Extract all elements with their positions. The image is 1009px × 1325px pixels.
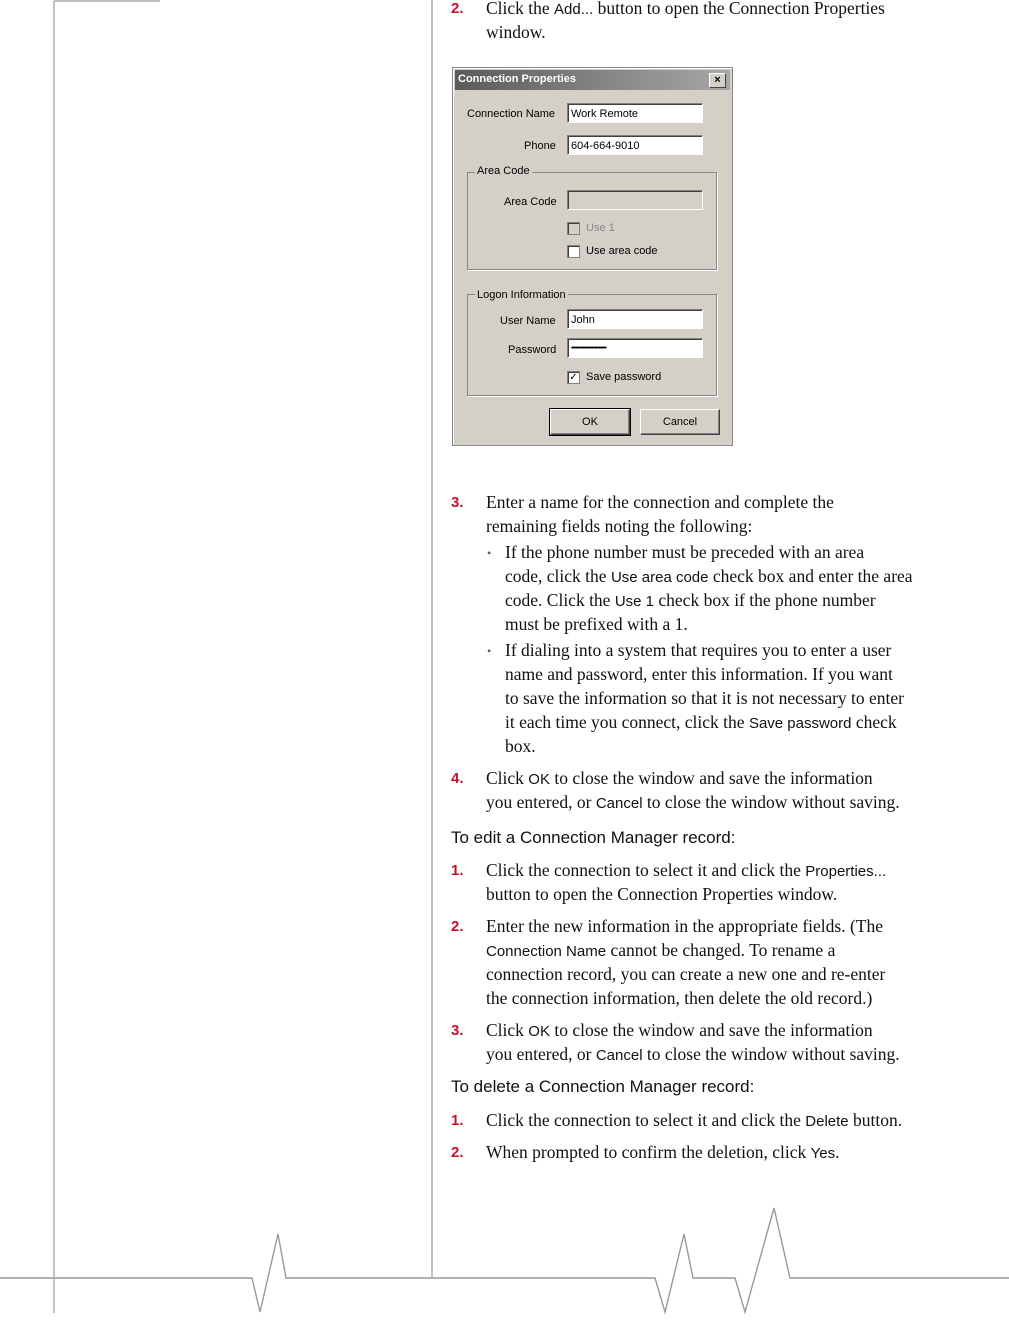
ui-term: Use area code [610, 569, 709, 586]
step-text: window. [486, 22, 546, 42]
step-text: Connection Name cannot be changed. To rename a [486, 940, 836, 960]
ui-term: Delete [805, 1113, 849, 1130]
bullet-text: it each time you connect, click the Save password check [505, 712, 897, 732]
step-number: 4. [451, 770, 464, 787]
ui-term: Use 1 [614, 593, 655, 610]
step-text: Enter a name for the connection and complete the [486, 492, 834, 512]
connection-name-label: Connection Name [467, 108, 556, 120]
step-number: 1. [451, 862, 464, 879]
use-area-code-checkbox[interactable] [567, 245, 580, 258]
user-name-label: User Name [500, 315, 556, 327]
bullet-text: box. [505, 736, 536, 756]
step-text: Click the Add... button to open the Connection Properties [486, 0, 885, 18]
phone-label: Phone [524, 140, 556, 152]
step-number: 1. [451, 1112, 464, 1129]
bullet: • [487, 644, 492, 658]
section-heading-edit: To edit a Connection Manager record: [451, 828, 736, 847]
use1-checkbox[interactable] [567, 222, 580, 235]
ui-term: Save password [748, 715, 852, 732]
step-number: 3. [451, 1022, 464, 1039]
step-text: Click the connection to select it and click the Delete button. [486, 1110, 903, 1130]
step-text: you entered, or Cancel to close the window without saving. [486, 1044, 900, 1064]
password-input[interactable]: •••••••••••••••••••••••• [567, 338, 703, 358]
ui-term: Add... [554, 1, 594, 18]
connection-name-input[interactable]: Work Remote [567, 103, 703, 123]
dialog-titlebar [455, 70, 730, 90]
step-number: 3. [451, 494, 464, 511]
user-name-input[interactable]: John [567, 309, 703, 329]
ui-term: OK [528, 1023, 550, 1040]
step-text: Enter the new information in the appropriate fields. (The [486, 916, 884, 936]
bullet-text: code. Click the Use 1 check box if the phone number [505, 590, 876, 610]
bullet-text: code, click the Use area code check box and enter the area [505, 566, 913, 586]
bullet-text: to save the information so that it is not necessary to enter [505, 688, 904, 708]
step-text: you entered, or Cancel to close the window without saving. [486, 792, 900, 812]
save-password-label: Save password [586, 371, 662, 383]
step-text: connection record, you can create a new one and re-enter [486, 964, 886, 984]
logon-information-group-label: Logon Information [477, 289, 566, 301]
step-text: Click OK to close the window and save the information [486, 768, 873, 788]
ok-button[interactable]: OK [550, 409, 630, 435]
step-text: Click OK to close the window and save the information [486, 1020, 873, 1040]
bullet-text: If dialing into a system that requires you to enter a user [505, 640, 892, 660]
step-number: 2. [451, 1144, 464, 1161]
ui-term: Cancel [595, 1047, 643, 1064]
bullet-text: name and password, enter this information. If you want [505, 664, 893, 684]
dialog-title: Connection Properties [458, 73, 576, 85]
ui-term: Yes [810, 1145, 836, 1162]
ui-term: Cancel [595, 795, 643, 812]
close-icon[interactable]: × [709, 73, 726, 88]
step-number: 2. [451, 0, 464, 17]
ui-term: Connection Name [486, 943, 607, 960]
use-area-code-label: Use area code [586, 245, 658, 257]
step-text: remaining fields noting the following: [486, 516, 753, 536]
password-label: Password [508, 344, 557, 356]
section-heading-delete: To delete a Connection Manager record: [451, 1077, 755, 1096]
use1-label: Use 1 [586, 222, 615, 234]
step-text: the connection information, then delete the old record.) [486, 988, 873, 1008]
connection-properties-dialog [452, 67, 733, 446]
bullet-text: If the phone number must be preceded with an area [505, 542, 865, 562]
step-number: 2. [451, 918, 464, 935]
ui-term: Properties... [805, 863, 887, 880]
step-text: Click the connection to select it and click the Properties... [486, 860, 887, 880]
save-password-checkbox[interactable]: ✓ [567, 371, 580, 384]
area-code-group-label: Area Code [477, 165, 530, 177]
bullet: • [487, 546, 492, 560]
area-code-input[interactable] [567, 190, 703, 210]
step-text: When prompted to confirm the deletion, click Yes. [486, 1142, 840, 1162]
cancel-button[interactable]: Cancel [640, 409, 720, 435]
phone-input[interactable]: 604-664-9010 [567, 135, 703, 155]
ui-term: OK [528, 771, 550, 788]
area-code-label: Area Code [504, 196, 557, 208]
bullet-text: must be prefixed with a 1. [505, 614, 688, 634]
step-text: button to open the Connection Properties window. [486, 884, 838, 904]
